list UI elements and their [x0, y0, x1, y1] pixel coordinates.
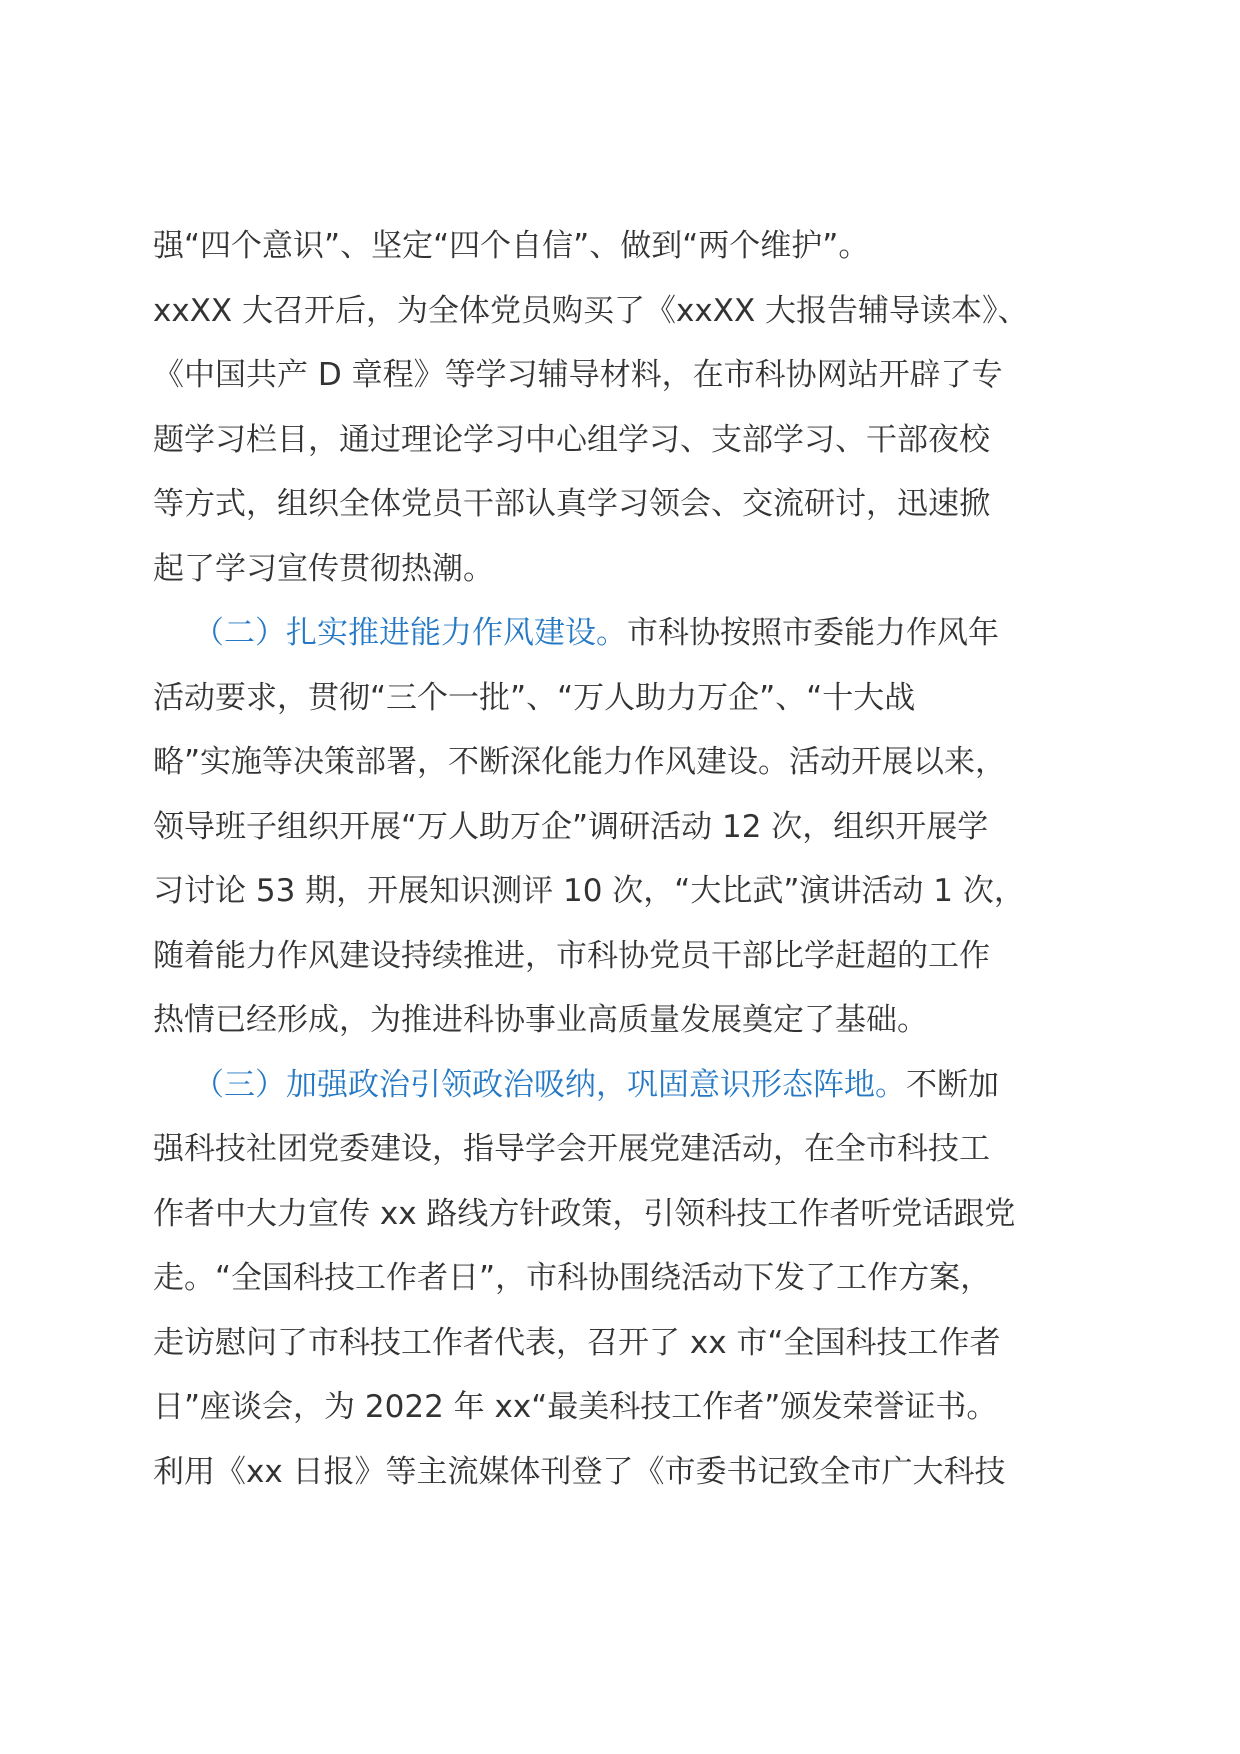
paragraph-line: 作者中大力宣传 xx 路线方针政策，引领科技工作者听党话跟党 — [153, 1195, 1016, 1232]
paragraph-line: 起了学习宣传贯彻热潮。 — [153, 550, 494, 587]
paragraph-line: 利用《xx 日报》等主流媒体刊登了《市委书记致全市广大科技 — [153, 1453, 1006, 1490]
paragraph-line: 强“四个意识”、坚定“四个自信”、做到“两个维护”。 — [153, 228, 870, 264]
paragraph-text: 市科协按照市委能力作风年 — [627, 615, 999, 651]
paragraph-line: 领导班子组织开展“万人助万企”调研活动 12 次，组织开展学 — [153, 808, 989, 845]
paragraph-line: 等方式，组织全体党员干部认真学习领会、交流研讨，迅速掀 — [153, 486, 990, 522]
paragraph-line: 题学习栏目，通过理论学习中心组学习、支部学习、干部夜校 — [153, 421, 990, 458]
paragraph-line: 强科技社团党委建设，指导学会开展党建活动，在全市科技工 — [153, 1131, 990, 1167]
paragraph-line: 习讨论 53 期，开展知识测评 10 次，“大比武”演讲活动 1 次， — [153, 873, 1025, 909]
section-heading-3: （三）加强政治引领政治吸纳，巩固意识形态阵地。 — [193, 1066, 906, 1103]
paragraph-line: 活动要求，贯彻“三个一批”、“万人助力万企”、“十大战 — [153, 679, 916, 716]
body-text — [153, 214, 1093, 1504]
paragraph-line: 略”实施等决策部署，不断深化能力作风建设。活动开展以来， — [153, 744, 1007, 780]
paragraph-line: 《中国共产 D 章程》等学习辅导材料，在市科协网站开辟了专 — [153, 357, 1003, 393]
section-heading-line — [153, 1053, 1093, 1118]
paragraph-line: 日”座谈会，为 2022 年 xx“最美科技工作者”颁发荣誉证书。 — [153, 1389, 998, 1425]
paragraph-line: 走。“全国科技工作者日”，市科协围绕活动下发了工作方案， — [153, 1260, 992, 1296]
section-heading-2: （二）扎实推进能力作风建设。 — [193, 615, 627, 651]
paragraph-line: 热情已经形成，为推进科协事业高质量发展奠定了基础。 — [153, 1002, 928, 1038]
paragraph-text: 不断加 — [906, 1066, 999, 1103]
paragraph-line: 走访慰问了市科技工作者代表，召开了 xx 市“全国科技工作者 — [153, 1324, 1001, 1361]
section-heading-line — [153, 601, 1093, 666]
paragraph-line: 随着能力作风建设持续推进，市科协党员干部比学赶超的工作 — [153, 937, 990, 974]
paragraph-line: xxXX 大召开后，为全体党员购买了《xxXX 大报告辅导读本》、 — [153, 292, 1029, 329]
